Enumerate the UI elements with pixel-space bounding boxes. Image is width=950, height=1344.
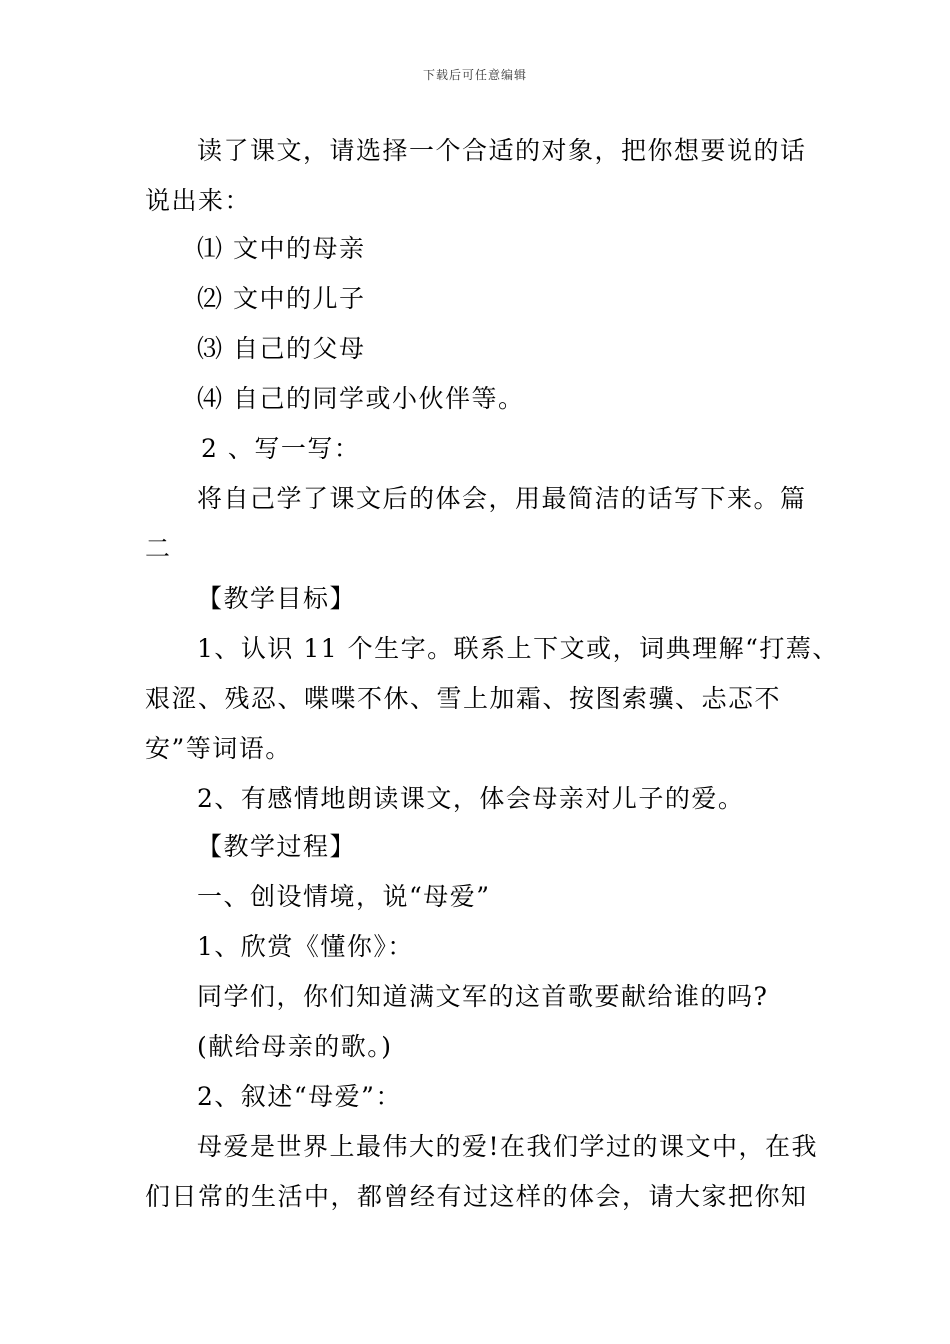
paragraph-line: 们日常的生活中，都曾经有过这样的体会，请大家把你知 [145, 1182, 808, 1211]
paragraph-line: 艰涩、残忍、喋喋不休、雪上加霜、按图索骥、忐忑不 [145, 684, 782, 713]
list-item: ⑵ 文中的儿子 [197, 284, 366, 313]
paragraph-line: (献给母亲的歌。) [197, 1032, 393, 1061]
section-heading: 【教学目标】 [197, 584, 357, 613]
section-heading: 2 、写一写： [201, 434, 361, 463]
list-item: ⑴ 文中的母亲 [197, 234, 366, 263]
paragraph-line: 同学们，你们知道满文军的这首歌要献给谁的吗? [197, 982, 769, 1011]
paragraph-line: 二 [145, 534, 172, 563]
paragraph-line: 2、有感情地朗读课文，体会母亲对儿子的爱。 [197, 784, 745, 813]
paragraph-line: 1、欣赏《懂你》： [197, 932, 414, 961]
section-heading: 【教学过程】 [197, 832, 357, 861]
paragraph-line: 1、认识 11 个生字。联系上下文或，词典理解“打蔫、 [197, 634, 839, 663]
list-item: ⑷ 自己的同学或小伙伴等。 [197, 384, 525, 413]
section-heading: 一、创设情境，说“母爱” [197, 882, 491, 911]
paragraph-line: 安”等词语。 [145, 734, 292, 763]
paragraph-line: 说出来： [145, 186, 252, 215]
paragraph-line: 母爱是世界上最伟大的爱!在我们学过的课文中，在我 [197, 1132, 819, 1161]
list-item: ⑶ 自己的父母 [197, 334, 366, 363]
paragraph-line: 将自己学了课文后的体会，用最简洁的话写下来。篇 [197, 484, 807, 513]
page-header: 下载后可任意编辑 [422, 68, 527, 82]
paragraph-line: 2、叙述“母爱”： [197, 1082, 402, 1111]
paragraph-line: 读了课文，请选择一个合适的对象，把你想要说的话 [197, 136, 807, 165]
